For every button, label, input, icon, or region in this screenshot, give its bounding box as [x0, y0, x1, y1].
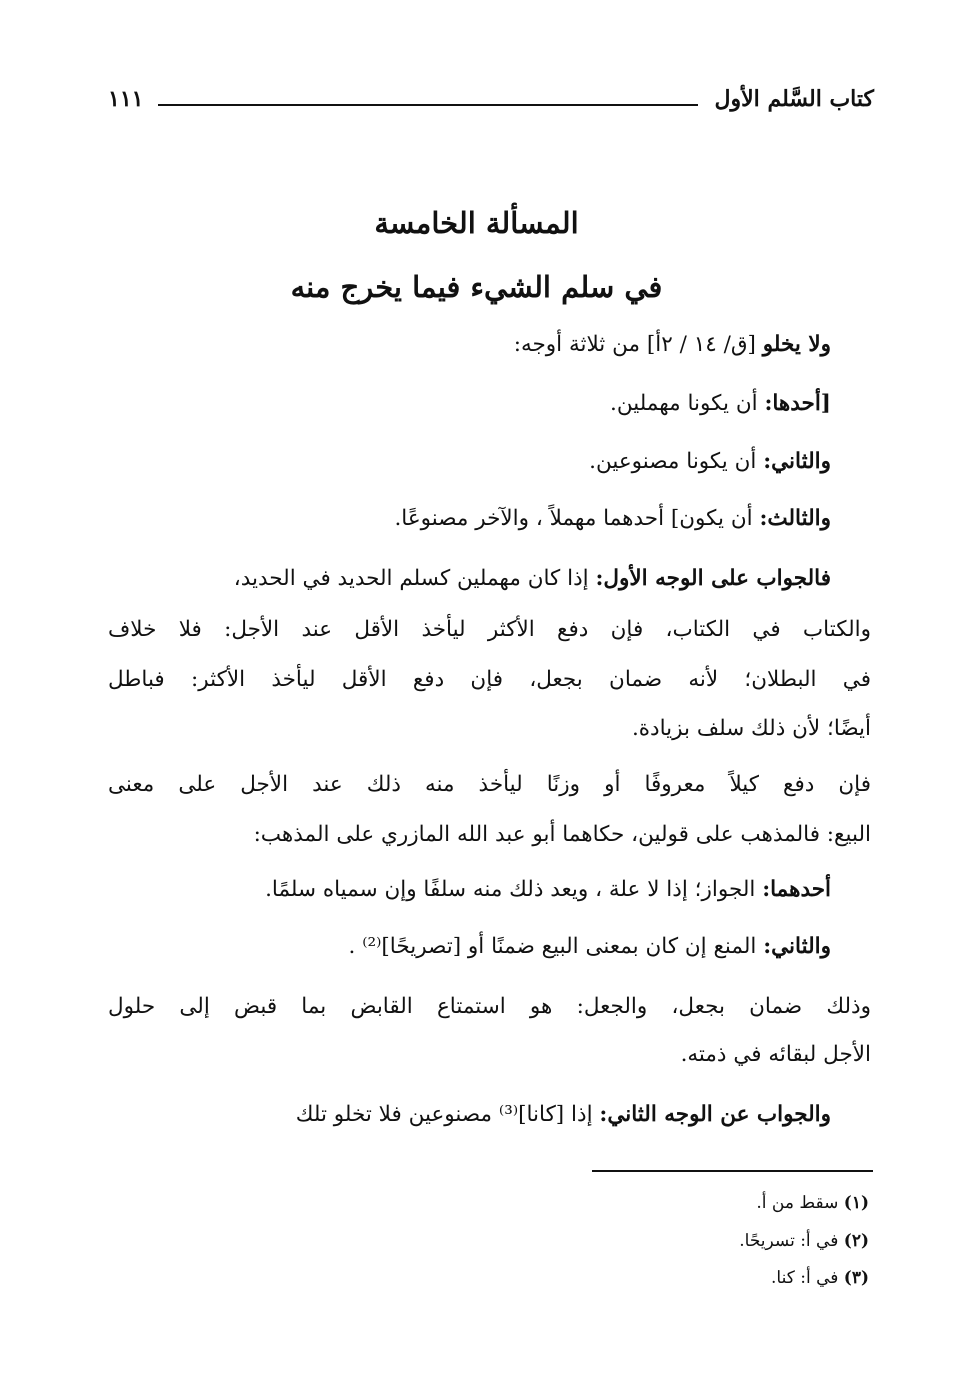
page-number: ١١١ [108, 86, 144, 112]
footnote-number: (١) [843, 1193, 869, 1213]
footnote-number: (٣) [843, 1268, 869, 1288]
text-line [296, 1100, 831, 1130]
text-line: البيع: فالمذهب على قولين، حكاهما أبو عبد الله المازري على المذهب: [253, 822, 871, 847]
text-line [349, 932, 831, 962]
text-line: الأجل لبقائه في ذمته. [680, 1042, 871, 1067]
line-text: [ق/ ١٤ / ٢أ] من ثلاثة أوجه: [513, 332, 763, 357]
lead-phrase: أحدهما: [762, 877, 831, 902]
text-line [514, 330, 831, 360]
line-text: المنع إن كان بمعنى البيع ضمنًا أو [تصريحًا]⁽²⁾ . [348, 934, 764, 959]
text-line: أيضًا؛ لأن ذلك سلف بزيادة. [631, 716, 871, 741]
text-line [589, 447, 831, 477]
footnote [739, 1229, 869, 1253]
footnote-text: في أ: تسريحًا. [739, 1231, 844, 1251]
section-title: المسألة الخامسة [374, 206, 579, 240]
text-line: في البطلان؛ لأنه ضمان بجعل، فإن دفع الأقل ليأخذ الأكثر: فباطل [108, 667, 871, 692]
lead-phrase: فالجواب على الوجه الأول: [595, 566, 831, 591]
text-line: وذلك ضمان بجعل، والجعل: هو استمتاع القابض بما قبض إلى حلول [108, 994, 871, 1019]
line-text: إذا [كانا]⁽³⁾ مصنوعين فلا تخلو تلك [295, 1102, 600, 1127]
footnote-rule [592, 1170, 873, 1172]
lead-phrase: ولا يخلو [762, 332, 831, 357]
line-text: أن يكونا مهملين. [610, 391, 765, 416]
lead-phrase: والجواب عن الوجه الثاني: [599, 1102, 831, 1127]
line-text: الجواز؛ إذا لا علة ، ويعد ذلك منه سلفًا وإن سمياه سلمًا. [265, 877, 763, 902]
book-title: كتاب السَّلم الأول [714, 86, 874, 112]
line-text: إذا كان مهملين كسلم الحديد في الحديد، [233, 566, 596, 591]
line-text: أن يكونا مصنوعين. [589, 449, 764, 474]
header-rule [158, 104, 698, 106]
text-line: والكتاب في الكتاب، فإن دفع الأكثر ليأخذ الأقل عند الأجل: فلا خلاف [108, 617, 871, 642]
footnote-number: (٢) [843, 1231, 869, 1251]
text-line [234, 564, 831, 594]
text-line [610, 389, 831, 419]
footnote [771, 1266, 869, 1290]
lead-phrase: والثاني: [763, 934, 831, 959]
lead-phrase: والثاني: [763, 449, 831, 474]
footnote-text: سقط من أ. [756, 1193, 844, 1213]
section-subtitle: في سلم الشيء فيما يخرج منه [290, 270, 663, 304]
line-text: أن يكون] أحدهما مهملاً ، والآخر مصنوعًا. [394, 506, 760, 531]
text-line [265, 875, 831, 905]
lead-phrase: والثالث: [759, 506, 831, 531]
footnote [756, 1191, 869, 1215]
running-header [108, 84, 874, 124]
text-line: فإن دفع كيلاً معروفًا أو وزنًا ليأخذ منه ذلك عند الأجل على معنى [108, 772, 871, 797]
text-line [394, 504, 831, 534]
lead-phrase: [أحدها: [764, 391, 831, 416]
footnote-text: في أ: كنا. [771, 1268, 844, 1288]
